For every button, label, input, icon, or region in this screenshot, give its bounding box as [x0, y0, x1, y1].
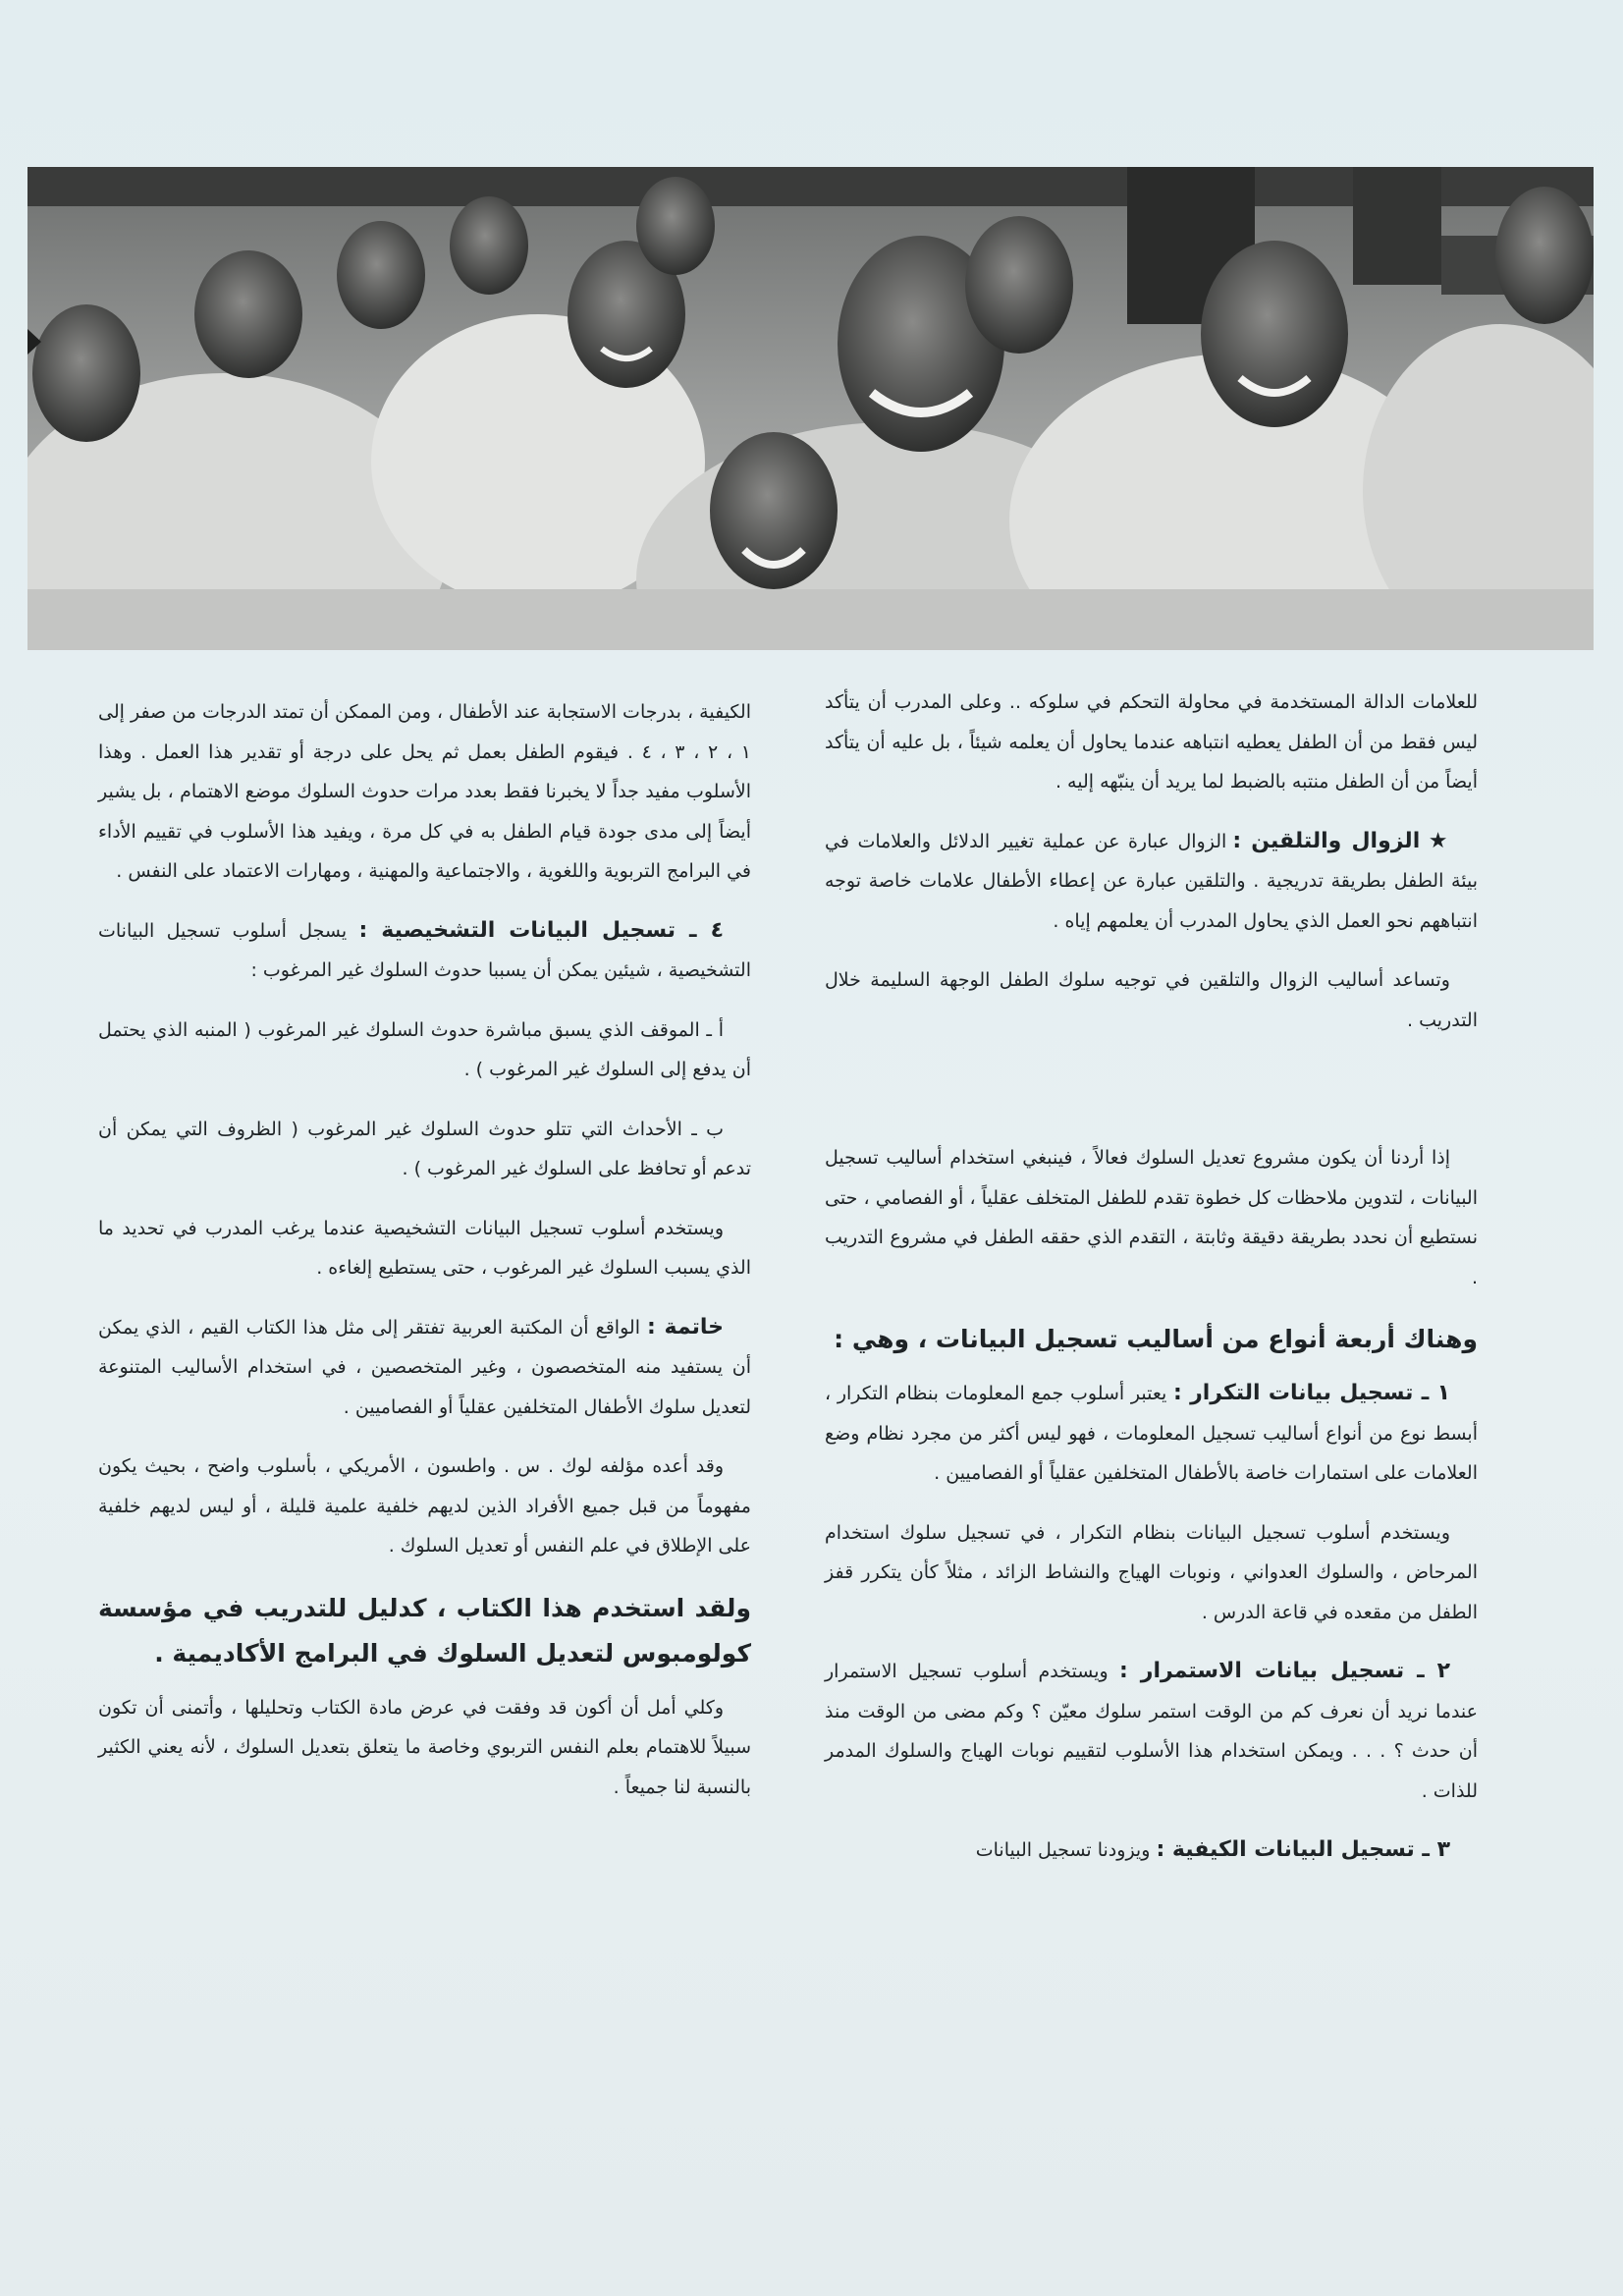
paragraph-text: ويستخدم أسلوب تسجيل الاستمرار عندما نريد أن نعرف كم من الوقت استمر سلوك معيّن ؟ وكم مضى من الوقت منذ أن حدث ؟ . . . ويمكن استخدام هذا الأسلوب لتقييم نوبات الهياج والسلوك المدمر للذات .	[825, 1661, 1478, 1802]
paragraph: وتساعد أساليب الزوال والتلقين في توجيه سلوك الطفل الوجهة السليمة خلال التدريب .	[825, 969, 1478, 1031]
paragraph-text: الواقع أن المكتبة العربية تفتقر إلى مثل هذا الكتاب القيم ، الذي يمكن أن يستفيد منه المتخصصون ، وغير المتخصصين ، في استخدام الأساليب المتنوعة لتعديل سلوك الأطفال المتخلفين عقلياً أو الفصاميين .	[98, 1316, 751, 1418]
paragraph-conclusion	[98, 1308, 751, 1428]
children-photo	[27, 167, 1594, 650]
term-heading: ٣ ـ تسجيل البيانات الكيفية :	[1156, 1837, 1450, 1862]
children-photo-illustration	[27, 167, 1594, 650]
paragraph-diagnostic	[98, 911, 751, 991]
section-heading: وهناك أربعة أنواع من أساليب تسجيل البيانات ، وهي :	[834, 1325, 1478, 1353]
term-heading: ١ ـ تسجيل بيانات التكرار :	[1172, 1381, 1450, 1405]
term-heading: خاتمة :	[647, 1314, 724, 1339]
paragraph-text: ويزودنا تسجيل البيانات	[975, 1839, 1157, 1861]
left-column	[98, 692, 751, 1827]
term-heading: ٤ ـ تسجيل البيانات التشخيصية :	[358, 917, 725, 943]
right-column	[825, 683, 1478, 1890]
paragraph-duration	[825, 1652, 1478, 1811]
paragraph-frequency	[825, 1374, 1478, 1494]
term-heading: الزوال والتلقين :	[1232, 828, 1421, 853]
paragraph: الكيفية ، بدرجات الاستجابة عند الأطفال ، ومن الممكن أن تمتد الدرجات من صفر إلى ١ ، ٢ ، ٣ ، ٤ . فيقوم الطفل بعمل ثم يحل على درجة أو تقدير هذا العمل . وهذا الأسلوب مفيد جداً لا يخبرنا فقط بعدد مرات حدوث السلوك موضع الاهتمام ، بل يشير أيضاً إلى مدى جودة قيام الطفل به في كل مرة ، ويفيد هذا الأسلوب في تقييم الأداء في البرامج التربوية واللغوية ، والاجتماعية والمهنية ، ومهارات الاعتماد على النفس .	[98, 701, 751, 882]
paragraph: ويستخدم أسلوب تسجيل البيانات التشخيصية عندما يرغب المدرب في تحديد ما الذي يسبب السلوك غير المرغوب ، حتى يستطيع إلغاءه .	[98, 1217, 751, 1279]
term-heading: ٢ ـ تسجيل بيانات الاستمرار :	[1119, 1659, 1450, 1683]
paragraph: للعلامات الدالة المستخدمة في محاولة التحكم في سلوكه .. وعلى المدرب أن يتأكد ليس فقط من أن الطفل يعطيه انتباهه عندما يحاول أن يعلمه شيئاً ، بل عليه أن يتأكد أيضاً من أن الطفل منتبه بالضبط لما يريد أن ينبّهه إليه .	[825, 691, 1478, 793]
paragraph-text: يسجل أسلوب تسجيل البيانات التشخيصية ، شيئين يمكن أن يسببا حدوث السلوك غير المرغوب :	[98, 919, 751, 981]
paragraph: وقد أعده مؤلفه لوك . س . واطسون ، الأمريكي ، بأسلوب واضح ، بحيث يكون مفهوماً من قبل جميع الأفراد الذين لديهم خلفية علمية قليلة ، أو ليس لديهم خلفية على الإطلاق في علم النفس أو تعديل السلوك .	[98, 1455, 751, 1557]
paragraph-fading-prompting	[825, 822, 1478, 942]
star-icon: ★	[1428, 828, 1450, 853]
paragraph-text: يعتبر أسلوب جمع المعلومات بنظام التكرار ، أبسط نوع من أنواع أساليب تسجيل المعلومات ، فهو ليس أكثر من مجرد نظام وضع العلامات على استمارات خاصة بالأطفال المتخلفين عقلياً أو الفصاميين .	[825, 1383, 1478, 1484]
list-item: أ ـ الموقف الذي يسبق مباشرة حدوث السلوك غير المرغوب ( المنبه الذي يحتمل أن يدفع إلى السلوك غير المرغوب ) .	[98, 1018, 751, 1080]
paragraph: وكلي أمل أن أكون قد وفقت في عرض مادة الكتاب وتحليلها ، وأتمنى أن تكون سبيلاً للاهتمام بعلم النفس التربوي وخاصة ما يتعلق بتعديل السلوك ، لأنه يعني الكثير بالنسبة لنا جميعاً .	[98, 1696, 751, 1798]
paragraph-qualitative	[825, 1831, 1478, 1871]
paragraph: ويستخدم أسلوب تسجيل البيانات بنظام التكرار ، في تسجيل سلوك استخدام المرحاض ، والسلوك العدواني ، ونوبات الهياج والنشاط الزائد ، مثلاً كأن يتكرر قفز الطفل من مقعده في قاعة الدرس .	[825, 1521, 1478, 1623]
section-heading: ولقد استخدم هذا الكتاب ، كدليل للتدريب في مؤسسة كولومبوس لتعديل السلوك في البرامج الأكاديمية .	[98, 1593, 751, 1667]
paragraph: إذا أردنا أن يكون مشروع تعديل السلوك فعالاً ، فينبغي استخدام أساليب تسجيل البيانات ، لتدوين ملاحظات كل خطوة تقدم للطفل المتخلف عقلياً ، أو الفصامي ، حتى نستطيع أن نحدد بطريقة دقيقة وثابتة ، التقدم الذي حققه الطفل في مشروع التدريب .	[825, 1147, 1478, 1288]
paragraph-text: الزوال عبارة عن عملية تغيير الدلائل والعلامات في بيئة الطفل بطريقة تدريجية . والتلقين عبارة عن إعطاء الأطفال علامات خاصة توجه انتباههم نحو العمل الذي يحاول المدرب أن يعلمهم إياه .	[825, 830, 1478, 932]
list-item: ب ـ الأحداث التي تتلو حدوث السلوك غير المرغوب ( الظروف التي يمكن أن تدعم أو تحافظ على السلوك غير المرغوب ) .	[98, 1118, 751, 1179]
